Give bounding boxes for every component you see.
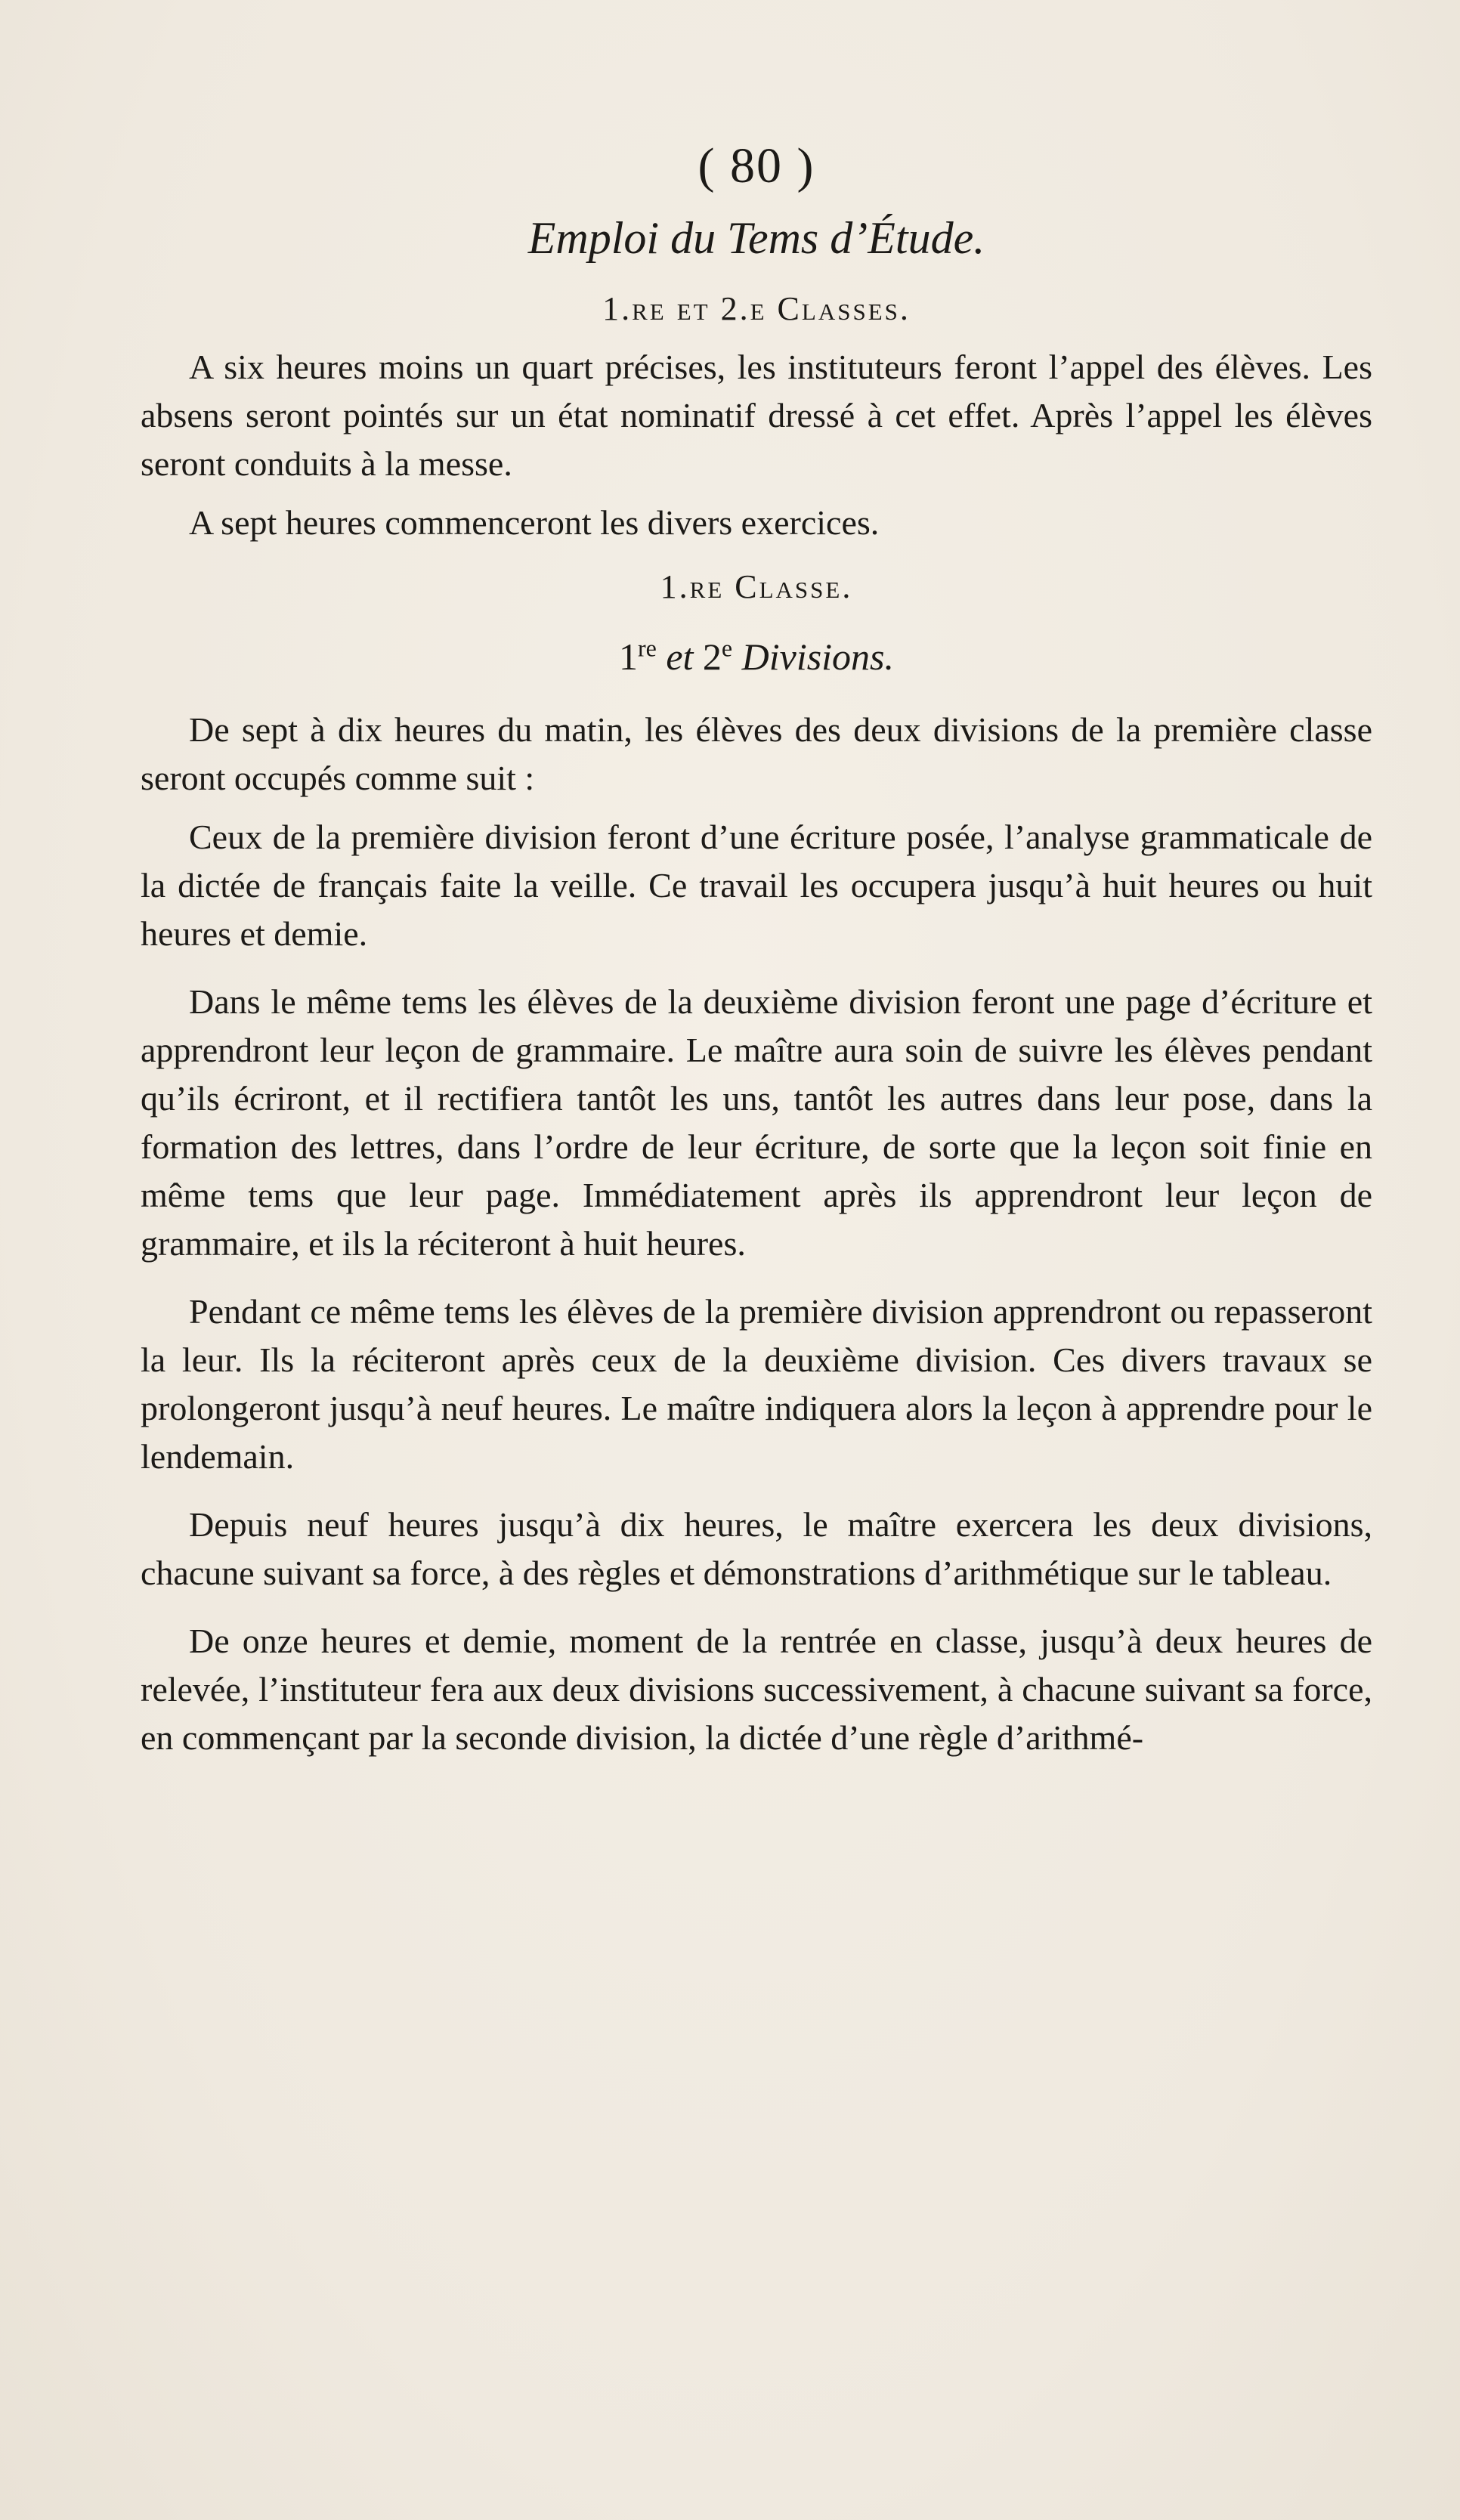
divisions-heading xyxy=(141,623,1372,691)
division-first-number: 1 xyxy=(618,635,638,678)
body-paragraph-6: De onze heures et demie, moment de la rentrée en classe, jusqu’à deux heures de relevée, l’instituteur fera aux deux divisions successivement, à chacune suivant sa force, en commençant par la seconde division, la dictée d’une règle d’arithmé- xyxy=(141,1622,1372,1757)
page-number: ( 80 ) xyxy=(698,138,815,193)
class-heading: 1.re Classe. xyxy=(660,568,853,605)
intro-paragraph-1: A six heures moins un quart précises, les instituteurs feront l’appel des élèves. Les absens seront pointés sur un état nominatif dressé à cet effet. Après l’appel les élèves seront conduits à la messe. xyxy=(141,348,1372,483)
page-title: Emploi du Tems d’Étude. xyxy=(527,213,985,263)
page-text xyxy=(141,128,1372,1782)
classes-heading: 1.re et 2.e Classes. xyxy=(602,290,911,327)
body-paragraph-5: Depuis neuf heures jusqu’à dix heures, le maître exercera les deux divisions, chacune suivant sa force, à des règles et démonstrations d’arithmétique sur le tableau. xyxy=(141,1505,1372,1592)
body-paragraph-3: Dans le même tems les élèves de la deuxième division feront une page d’écriture et apprendront leur leçon de grammaire. Le maître aura soin de suivre les élèves pendant qu’ils écriront, et il rectifiera tantôt les uns, tantôt les autres dans leur pose, dans la formation des lettres, dans l’ordre de leur écriture, de sorte que la leçon soit finie en même tems que leur page. Immédiatement après ils apprendront leur leçon de grammaire, et ils la réciteront à huit heures. xyxy=(141,982,1372,1263)
division-second-suffix: e xyxy=(721,634,733,662)
body-paragraph-1: De sept à dix heures du matin, les élèves des deux divisions de la première classe seront occupés comme suit : xyxy=(141,710,1372,797)
intro-paragraph-2: A sept heures commenceront les divers exercices. xyxy=(189,503,880,542)
body-paragraph-2: Ceux de la première division feront d’une écriture posée, l’analyse grammaticale de la dictée de français faite la veille. Ce travail les occupera jusqu’à huit heures ou huit heures et demie. xyxy=(141,818,1372,953)
body-paragraph-4: Pendant ce même tems les élèves de la première division apprendront ou repasseront la leur. Ils la réciteront après ceux de la deuxième division. Ces divers travaux se prolongeront jusqu’à neuf heures. Le maître indiquera alors la leçon à apprendre pour le lendemain. xyxy=(141,1292,1372,1476)
division-first-suffix: re xyxy=(637,634,657,662)
division-conjunction: et xyxy=(666,635,694,678)
division-second-number: 2 xyxy=(702,635,722,678)
divisions-word: Divisions. xyxy=(741,635,895,678)
